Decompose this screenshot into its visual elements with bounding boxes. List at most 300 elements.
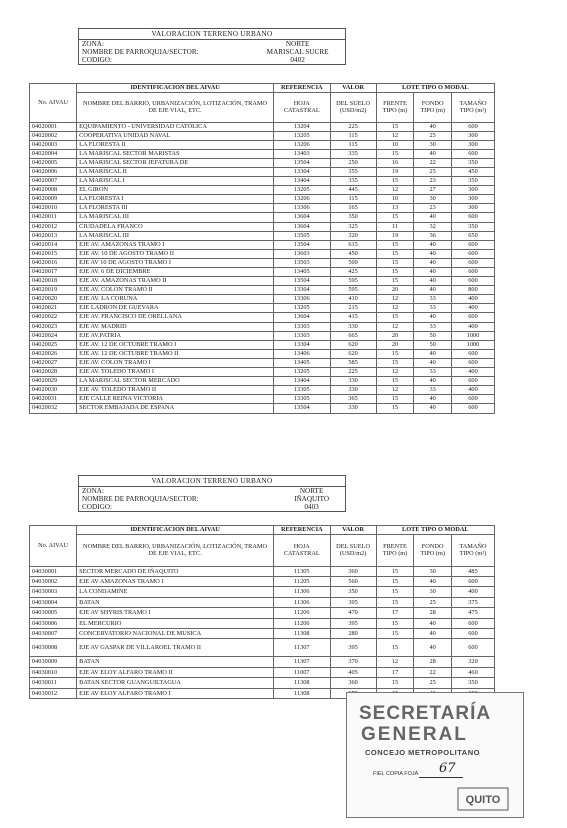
header-referencia: REFERENCIA	[274, 526, 331, 535]
cell-valor: 355	[330, 167, 376, 176]
cell-code: 04020029	[30, 377, 77, 386]
parroquia-value: IÑAQUITO	[294, 495, 330, 503]
cell-hoja: 11205	[274, 576, 331, 586]
table-row	[30, 177, 495, 186]
cell-fondo: 33	[414, 322, 452, 331]
cell-name: EJE AV. TOLEDO TRAMO I	[77, 368, 274, 377]
cell-frente: 15	[376, 268, 414, 277]
section2-title: VALORACION TERRENO URBANO	[78, 475, 346, 486]
cell-frente: 13	[376, 204, 414, 213]
cell-frente: 10	[376, 140, 414, 149]
cell-fondo: 28	[414, 657, 452, 667]
cell-frente: 19	[376, 167, 414, 176]
table-row	[30, 386, 495, 395]
table-row	[30, 249, 495, 258]
cell-code: 04020013	[30, 231, 77, 240]
cell-hoja: 13504	[274, 277, 331, 286]
cell-name: LA FLORESTA II	[77, 140, 274, 149]
cell-tamano: 600	[452, 240, 495, 249]
table-row	[30, 597, 495, 607]
cell-valor: 665	[330, 331, 376, 340]
cell-fondo: 33	[414, 295, 452, 304]
cell-code: 04020014	[30, 240, 77, 249]
cell-hoja: 13304	[274, 340, 331, 349]
cell-tamano: 400	[452, 368, 495, 377]
cell-name: BATAN	[77, 597, 274, 607]
cell-name: EJE AV.PATRIA	[77, 331, 274, 340]
valuation-table-inaquito	[29, 525, 495, 699]
cell-fondo: 40	[414, 149, 452, 158]
cell-frente: 15	[376, 618, 414, 628]
logo-text: QUITO	[465, 794, 501, 806]
cell-fondo: 25	[414, 678, 452, 688]
cell-frente: 15	[376, 377, 414, 386]
cell-name: SECTOR MERCADO DE IÑAQUITO	[77, 566, 274, 576]
cell-valor: 360	[330, 566, 376, 576]
cell-frente: 16	[376, 158, 414, 167]
quito-logo-icon	[457, 787, 509, 811]
cell-tamano: 600	[452, 149, 495, 158]
cell-hoja: 11206	[274, 618, 331, 628]
header-no-aivau: No. AIVAU	[30, 526, 77, 567]
zona-label: ZONA:	[82, 487, 104, 495]
cell-code: 04030012	[30, 688, 77, 698]
cell-hoja: 11305	[274, 566, 331, 576]
cell-code: 04020003	[30, 140, 77, 149]
valuation-table-mariscal-sucre	[29, 83, 495, 414]
table2-body	[30, 566, 495, 698]
cell-fondo: 25	[414, 167, 452, 176]
header-del-suelo: DEL SUELO (USD/m2)	[330, 534, 376, 566]
stamp-line1: SECRETARÍA	[359, 703, 492, 724]
cell-code: 04020030	[30, 386, 77, 395]
table-row	[30, 628, 495, 638]
cell-hoja: 13504	[274, 404, 331, 413]
cell-frente: 15	[376, 258, 414, 267]
cell-frente: 20	[376, 286, 414, 295]
section2-header	[78, 475, 346, 512]
cell-valor: 365	[330, 395, 376, 404]
cell-valor: 405	[330, 667, 376, 677]
cell-tamano: 400	[452, 587, 495, 597]
cell-tamano: 300	[452, 204, 495, 213]
header-lote: LOTE TIPO O MODAL	[376, 526, 494, 535]
cell-frente: 15	[376, 240, 414, 249]
cell-code: 04020010	[30, 204, 77, 213]
header-identificacion: IDENTIFICACION DEL AIVAU	[77, 84, 274, 93]
header-fondo: FONDO TIPO (m)	[414, 92, 452, 122]
cell-hoja: 13404	[274, 377, 331, 386]
cell-code: 04020015	[30, 249, 77, 258]
cell-hoja: 13206	[274, 195, 331, 204]
cell-hoja: 13604	[274, 222, 331, 231]
cell-hoja: 13604	[274, 313, 331, 322]
stamp-signature-line	[419, 777, 463, 778]
cell-code: 04030010	[30, 667, 77, 677]
cell-fondo: 50	[414, 340, 452, 349]
cell-hoja: 11307	[274, 639, 331, 657]
cell-hoja: 13305	[274, 395, 331, 404]
cell-frente: 20	[376, 331, 414, 340]
cell-frente: 11	[376, 222, 414, 231]
cell-frente: 12	[376, 304, 414, 313]
cell-tamano: 600	[452, 268, 495, 277]
table-row	[30, 618, 495, 628]
secretaria-general-stamp	[346, 692, 524, 818]
cell-hoja: 13204	[274, 122, 331, 131]
table-row	[30, 313, 495, 322]
cell-frente: 12	[376, 131, 414, 140]
cell-fondo: 40	[414, 349, 452, 358]
cell-valor: 320	[330, 231, 376, 240]
cell-tamano: 400	[452, 322, 495, 331]
cell-tamano: 475	[452, 608, 495, 618]
cell-hoja: 13303	[274, 322, 331, 331]
stamp-line2: GENERAL	[361, 724, 468, 745]
cell-hoja: 13405	[274, 358, 331, 367]
cell-frente: 15	[376, 628, 414, 638]
cell-valor: 330	[330, 386, 376, 395]
cell-name: EJE AV. MADRID	[77, 322, 274, 331]
table-row	[30, 368, 495, 377]
cell-name: EJE AV. FRANCISCO DE ORELLANA	[77, 313, 274, 322]
cell-hoja: 11308	[274, 678, 331, 688]
cell-valor: 325	[330, 222, 376, 231]
cell-valor: 280	[330, 628, 376, 638]
cell-fondo: 40	[414, 628, 452, 638]
cell-frente: 15	[376, 566, 414, 576]
cell-frente: 10	[376, 195, 414, 204]
cell-tamano: 320	[452, 657, 495, 667]
cell-name: EJE AV. COLON TRAMO I	[77, 358, 274, 367]
cell-hoja: 11007	[274, 667, 331, 677]
cell-name: LA FLORESTA III	[77, 204, 274, 213]
cell-hoja: 11308	[274, 628, 331, 638]
cell-code: 04020024	[30, 331, 77, 340]
table-row	[30, 404, 495, 413]
cell-name: CIUDADELA FRANCO	[77, 222, 274, 231]
cell-fondo: 40	[414, 122, 452, 131]
table-row	[30, 377, 495, 386]
cell-tamano: 460	[452, 667, 495, 677]
cell-valor: 330	[330, 322, 376, 331]
cell-name: EJE AV ELOY ALFARO TRAMO I	[77, 688, 274, 698]
table-row	[30, 204, 495, 213]
cell-fondo: 22	[414, 158, 452, 167]
cell-code: 04020025	[30, 340, 77, 349]
cell-code: 04030009	[30, 657, 77, 667]
cell-fondo: 28	[414, 608, 452, 618]
table-row	[30, 322, 495, 331]
cell-valor: 395	[330, 597, 376, 607]
cell-code: 04020007	[30, 177, 77, 186]
cell-fondo: 33	[414, 386, 452, 395]
table-row	[30, 667, 495, 677]
cell-tamano: 485	[452, 566, 495, 576]
cell-fondo: 40	[414, 286, 452, 295]
cell-frente: 15	[376, 576, 414, 586]
cell-name: COOPERATIVA UNIDAD NAVAL	[77, 131, 274, 140]
cell-valor: 225	[330, 368, 376, 377]
cell-code: 04020026	[30, 349, 77, 358]
cell-tamano: 375	[452, 597, 495, 607]
cell-frente: 12	[376, 186, 414, 195]
table-row	[30, 304, 495, 313]
cell-tamano: 1000	[452, 331, 495, 340]
header-tamano: TAMAÑO TIPO (m²)	[452, 92, 495, 122]
cell-name: EQUIPAMIENTO - UNIVERSIDAD CATOLICA	[77, 122, 274, 131]
cell-valor: 470	[330, 608, 376, 618]
codigo-value: 0402	[290, 56, 305, 64]
cell-fondo: 40	[414, 618, 452, 628]
cell-tamano: 600	[452, 404, 495, 413]
header-frente: FRENTE TIPO (m)	[376, 534, 414, 566]
cell-valor: 395	[330, 639, 376, 657]
cell-name: BATAN SECTOR GUANGUILTAGUA	[77, 678, 274, 688]
cell-fondo: 25	[414, 597, 452, 607]
cell-tamano: 300	[452, 140, 495, 149]
cell-frente: 15	[376, 404, 414, 413]
cell-valor: 330	[330, 377, 376, 386]
table-row	[30, 608, 495, 618]
cell-hoja: 13603	[274, 249, 331, 258]
table-row	[30, 268, 495, 277]
cell-fondo: 40	[414, 358, 452, 367]
cell-valor: 115	[330, 195, 376, 204]
cell-code: 04020008	[30, 186, 77, 195]
cell-hoja: 11206	[274, 608, 331, 618]
table-row	[30, 340, 495, 349]
cell-hoja: 13505	[274, 231, 331, 240]
cell-name: EJE AV GASPAR DE VILLAROEL TRAMO II	[77, 639, 274, 657]
cell-name: LA MARISCAL III	[77, 213, 274, 222]
header-referencia: REFERENCIA	[274, 84, 331, 93]
cell-code: 04020019	[30, 286, 77, 295]
cell-hoja: 13304	[274, 286, 331, 295]
cell-code: 04020020	[30, 295, 77, 304]
cell-frente: 15	[376, 177, 414, 186]
cell-tamano: 300	[452, 186, 495, 195]
cell-code: 04020031	[30, 395, 77, 404]
cell-name: EL GIRON	[77, 186, 274, 195]
table-row	[30, 566, 495, 576]
header-frente: FRENTE TIPO (m)	[376, 92, 414, 122]
codigo-value: 0403	[304, 503, 319, 511]
zona-label: ZONA:	[82, 40, 104, 48]
cell-hoja: 11307	[274, 657, 331, 667]
cell-hoja: 13403	[274, 149, 331, 158]
cell-fondo: 40	[414, 377, 452, 386]
table-row	[30, 140, 495, 149]
cell-hoja: 11306	[274, 597, 331, 607]
cell-code: 04020005	[30, 158, 77, 167]
cell-fondo: 40	[414, 249, 452, 258]
cell-valor: 620	[330, 349, 376, 358]
cell-frente: 17	[376, 667, 414, 677]
cell-fondo: 33	[414, 304, 452, 313]
cell-name: LA MARISCAL III	[77, 231, 274, 240]
cell-tamano: 350	[452, 222, 495, 231]
cell-code: 04020027	[30, 358, 77, 367]
cell-name: BATAN	[77, 657, 274, 667]
cell-code: 04020001	[30, 122, 77, 131]
cell-code: 04020023	[30, 322, 77, 331]
cell-valor: 395	[330, 618, 376, 628]
cell-fondo: 32	[414, 222, 452, 231]
cell-frente: 15	[376, 313, 414, 322]
cell-name: EJE AV 10 DE AGOSTO TRAMO I	[77, 258, 274, 267]
cell-frente: 15	[376, 395, 414, 404]
cell-fondo: 40	[414, 258, 452, 267]
cell-valor: 595	[330, 286, 376, 295]
parroquia-value: MARISCAL SUCRE	[266, 48, 329, 56]
cell-hoja: 13303	[274, 331, 331, 340]
table-row	[30, 186, 495, 195]
cell-tamano: 600	[452, 377, 495, 386]
cell-fondo: 50	[414, 331, 452, 340]
cell-tamano: 600	[452, 395, 495, 404]
header-nombre: NOMBRE DEL BARRIO, URBANIZACIÓN, LOTIZACIÓN, TRAMO DE EJE VIAL, ETC.	[77, 92, 274, 122]
table-row	[30, 678, 495, 688]
cell-code: 04030008	[30, 639, 77, 657]
cell-tamano: 350	[452, 177, 495, 186]
header-identificacion: IDENTIFICACION DEL AIVAU	[77, 526, 274, 535]
cell-name: LA MARISCAL SECTOR JEFATURA DE	[77, 158, 274, 167]
cell-tamano: 600	[452, 313, 495, 322]
cell-fondo: 40	[414, 277, 452, 286]
cell-valor: 615	[330, 240, 376, 249]
cell-tamano: 400	[452, 386, 495, 395]
cell-frente: 19	[376, 231, 414, 240]
table-row	[30, 222, 495, 231]
cell-valor: 350	[330, 213, 376, 222]
cell-fondo: 22	[414, 667, 452, 677]
cell-code: 04020004	[30, 149, 77, 158]
cell-valor: 335	[330, 149, 376, 158]
cell-valor: 410	[330, 295, 376, 304]
cell-fondo: 40	[414, 395, 452, 404]
cell-name: LA MARISCAL SECTOR MARISTAS	[77, 149, 274, 158]
table-row	[30, 576, 495, 586]
cell-hoja: 13306	[274, 295, 331, 304]
cell-name: EJE AV. 12 DE OCTUBRE TRAMO I	[77, 340, 274, 349]
cell-hoja: 11308	[274, 688, 331, 698]
cell-code: 04020011	[30, 213, 77, 222]
cell-name: EJE AV. LA CORUNA	[77, 295, 274, 304]
cell-code: 04020032	[30, 404, 77, 413]
header-no-aivau: No. AIVAU	[30, 84, 77, 123]
cell-frente: 15	[376, 213, 414, 222]
cell-tamano: 400	[452, 295, 495, 304]
cell-code: 04020009	[30, 195, 77, 204]
cell-fondo: 33	[414, 368, 452, 377]
cell-valor: 560	[330, 576, 376, 586]
table-row	[30, 195, 495, 204]
cell-tamano: 600	[452, 213, 495, 222]
cell-code: 04030001	[30, 566, 77, 576]
cell-frente: 15	[376, 678, 414, 688]
cell-fondo: 30	[414, 195, 452, 204]
cell-fondo: 40	[414, 313, 452, 322]
cell-fondo: 40	[414, 240, 452, 249]
cell-frente: 15	[376, 358, 414, 367]
cell-code: 04030011	[30, 678, 77, 688]
cell-valor: 370	[330, 657, 376, 667]
cell-code: 04030003	[30, 587, 77, 597]
table-row	[30, 149, 495, 158]
cell-name: LA FLORESTA I	[77, 195, 274, 204]
table-row	[30, 240, 495, 249]
cell-hoja: 13504	[274, 158, 331, 167]
cell-valor: 595	[330, 277, 376, 286]
cell-valor: 250	[330, 158, 376, 167]
header-nombre: NOMBRE DEL BARRIO, URBANIZACIÓN, LOTIZACIÓN, TRAMO DE EJE VIAL, ETC.	[77, 534, 274, 566]
cell-hoja: 13205	[274, 368, 331, 377]
cell-tamano: 600	[452, 122, 495, 131]
cell-frente: 15	[376, 639, 414, 657]
table-row	[30, 277, 495, 286]
cell-frente: 15	[376, 597, 414, 607]
cell-hoja: 13306	[274, 204, 331, 213]
cell-frente: 20	[376, 340, 414, 349]
cell-name: EJE AV ELOY ALFARO TRAMO II	[77, 667, 274, 677]
cell-code: 04020006	[30, 167, 77, 176]
table-row	[30, 587, 495, 597]
codigo-label: CODIGO:	[82, 503, 112, 511]
table-row	[30, 158, 495, 167]
cell-valor: 450	[330, 249, 376, 258]
cell-frente: 12	[376, 657, 414, 667]
stamp-fiel-copia: FIEL COPIA FOJA	[373, 771, 419, 777]
cell-name: EJE CALLE REINA VICTORIA	[77, 395, 274, 404]
cell-frente: 15	[376, 122, 414, 131]
cell-tamano: 400	[452, 304, 495, 313]
cell-valor: 115	[330, 140, 376, 149]
cell-tamano: 600	[452, 258, 495, 267]
table-row	[30, 657, 495, 667]
cell-name: EJE AV. COLON TRAMO II	[77, 286, 274, 295]
zona-value: NORTE	[285, 40, 310, 48]
cell-valor: 335	[330, 177, 376, 186]
header-hoja: HOJA CATASTRAL	[274, 92, 331, 122]
header-hoja: HOJA CATASTRAL	[274, 534, 331, 566]
cell-tamano: 600	[452, 358, 495, 367]
cell-fondo: 40	[414, 404, 452, 413]
cell-code: 04020016	[30, 258, 77, 267]
cell-code: 04030007	[30, 628, 77, 638]
cell-hoja: 13205	[274, 131, 331, 140]
table1-body	[30, 122, 495, 413]
cell-tamano: 600	[452, 618, 495, 628]
section1-header	[78, 28, 346, 65]
cell-fondo: 30	[414, 566, 452, 576]
parroquia-label: NOMBRE DE PARROQUIA/SECTOR:	[82, 48, 199, 56]
cell-fondo: 40	[414, 213, 452, 222]
header-valor: VALOR	[330, 84, 376, 93]
cell-valor: 415	[330, 313, 376, 322]
cell-frente: 15	[376, 587, 414, 597]
cell-code: 04030005	[30, 608, 77, 618]
cell-fondo: 30	[414, 587, 452, 597]
cell-frente: 15	[376, 149, 414, 158]
cell-valor: 350	[330, 587, 376, 597]
cell-code: 04020017	[30, 268, 77, 277]
header-fondo: FONDO TIPO (m)	[414, 534, 452, 566]
cell-name: EL MERCURIO	[77, 618, 274, 628]
cell-tamano: 600	[452, 349, 495, 358]
cell-name: CONCERVATORIO NACIONAL DE MUSICA	[77, 628, 274, 638]
cell-valor: 620	[330, 340, 376, 349]
